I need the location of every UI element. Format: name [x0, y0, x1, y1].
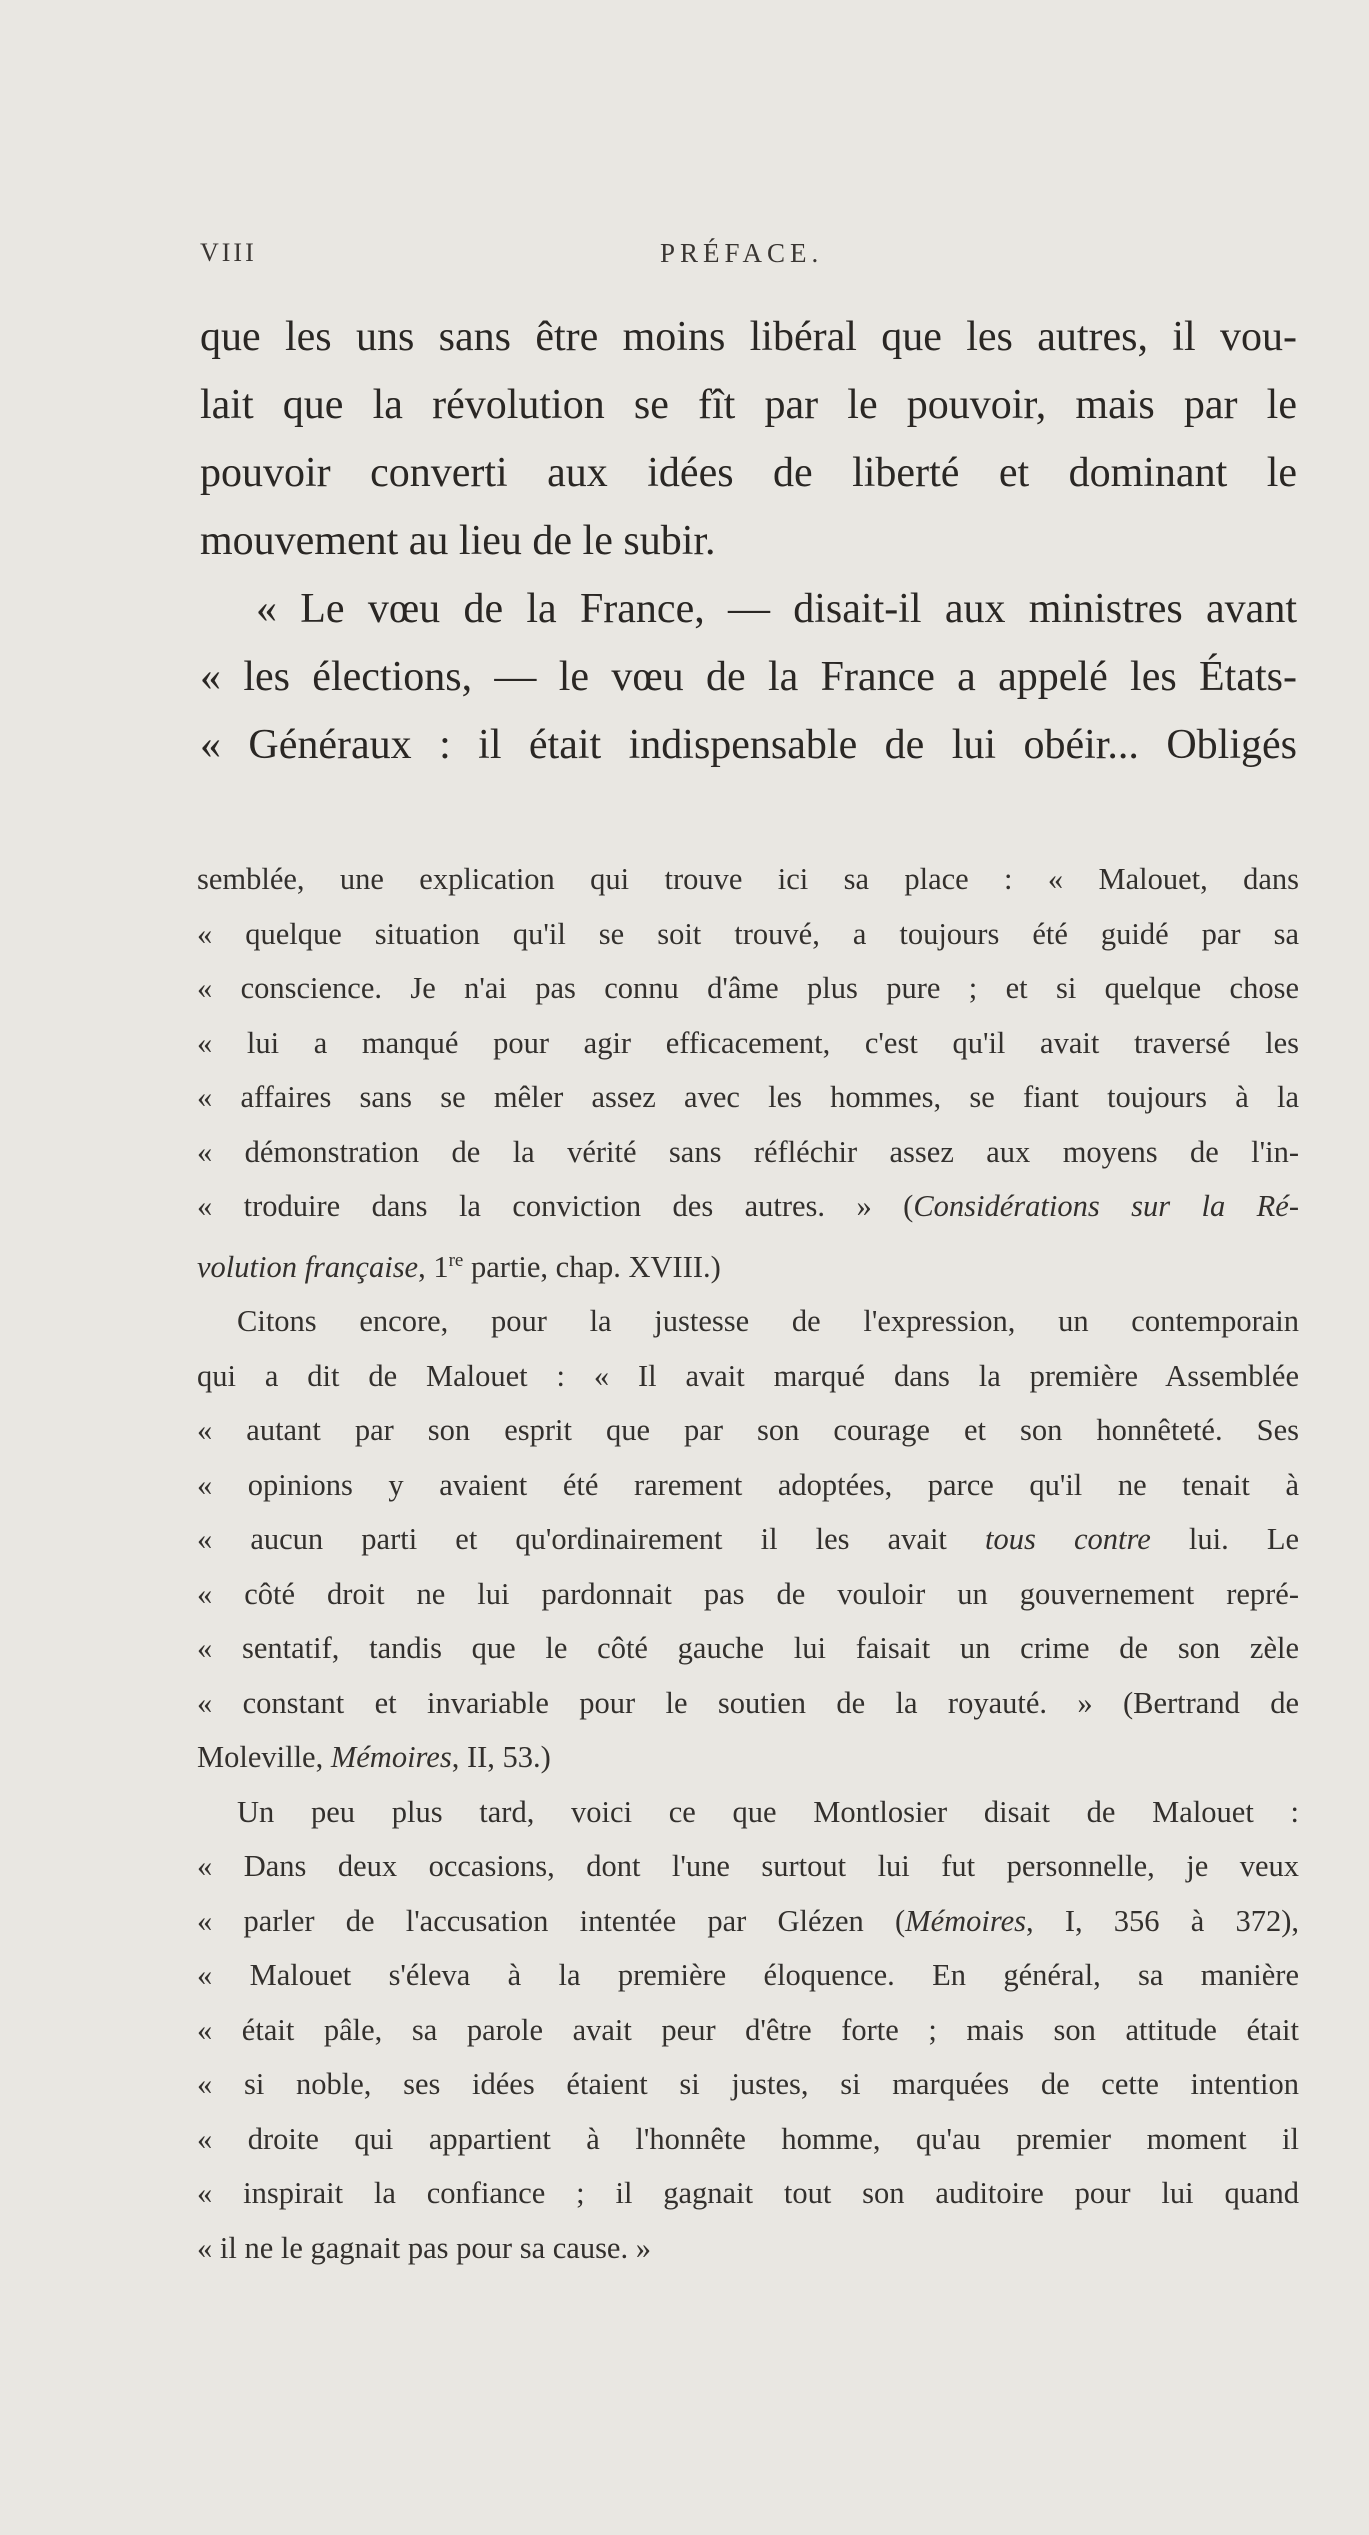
work-title: Considérations sur la Ré-: [913, 1189, 1300, 1223]
text-line: « sentatif, tandis que le côté gauche lui faisait un crime de son zèle: [197, 1631, 1299, 1666]
text-line: lait que la révolution se fît par le pouvoir, mais par le: [200, 382, 1297, 428]
text-line: « opinions y avaient été rarement adoptées, parce qu'il ne tenait à: [197, 1467, 1299, 1502]
text-line: « autant par son esprit que par son courage et son honnêteté. Ses: [197, 1413, 1299, 1448]
text-line: Un peu plus tard, voici ce que Montlosier disait de Malouet :: [237, 1794, 1299, 1829]
text-line: « conscience. Je n'ai pas connu d'âme plus pure ; et si quelque chose: [197, 971, 1299, 1005]
text-line: « Dans deux occasions, dont l'une surtout lui fut personnelle, je veux: [197, 1849, 1299, 1884]
footnote-paragraph-1: [197, 852, 1299, 1294]
main-paragraph-1: [200, 303, 1297, 575]
work-title: Mémoires: [905, 1903, 1026, 1938]
text-line: « Malouet s'éleva à la première éloquence. En général, sa manière: [197, 1958, 1299, 1993]
work-title: volution française: [197, 1249, 419, 1284]
text-line: « était pâle, sa parole avait peur d'être forte ; mais son attitude était: [197, 2012, 1299, 2047]
text-line: qui a dit de Malouet : « Il avait marqué dans la première Assemblée: [197, 1358, 1299, 1393]
text-segment: Moleville,: [197, 1740, 331, 1775]
text-segment: « troduire dans la conviction des autres. »: [197, 1189, 904, 1223]
text-segment: « aucun parti et qu'ordinairement il les avait: [197, 1522, 986, 1557]
text-line: [197, 1234, 1299, 1295]
page-number: VIII: [200, 238, 257, 267]
main-paragraph-2: [200, 575, 1297, 779]
text-line: « lui a manqué pour agir efficacement, c'est qu'il avait traversé les: [197, 1025, 1299, 1060]
text-line: « il ne le gagnait pas pour sa cause. »: [197, 2230, 651, 2265]
work-title: Mémoires: [330, 1740, 452, 1775]
text-line: [197, 1512, 1299, 1567]
text-segment: , II, 53.): [451, 1740, 551, 1775]
text-line: mouvement au lieu de le subir.: [200, 518, 716, 564]
text-segment: lui. Le: [1150, 1522, 1299, 1557]
text-line: Citons encore, pour la justesse de l'expression, un contemporain: [237, 1304, 1299, 1339]
superscript: re: [448, 1249, 464, 1271]
text-line: « inspirait la confiance ; il gagnait tout son auditoire pour lui quand: [197, 2176, 1299, 2211]
text-line: semblée, une explication qui trouve ici sa place : « Malouet, dans: [197, 862, 1299, 896]
text-line: « droite qui appartient à l'honnête homme, qu'au premier moment il: [197, 2121, 1299, 2156]
text-segment: partie, chap. XVIII.): [463, 1249, 721, 1284]
text-line: [197, 1894, 1299, 1949]
text-line: pouvoir converti aux idées de liberté et dominant le: [200, 450, 1297, 496]
text-line: « affaires sans se mêler assez avec les hommes, se fiant toujours à la: [197, 1080, 1299, 1114]
text-line: « quelque situation qu'il se soit trouvé, a toujours été guidé par sa: [197, 916, 1299, 951]
page-header: [200, 238, 1300, 278]
text-line: « Généraux : il était indispensable de lui obéir... Obligés: [200, 722, 1297, 768]
text-line: « constant et invariable pour le soutien de la royauté. » (Bertrand de: [197, 1685, 1299, 1720]
text-line: [197, 1730, 1299, 1785]
text-line: « troduire dans la conviction des autres. » (Considérations sur la Ré-: [197, 1189, 1300, 1223]
text-line: « les élections, — le vœu de la France a appelé les États-: [200, 654, 1297, 700]
text-line: que les uns sans être moins libéral que les autres, il vou-: [200, 314, 1297, 360]
text-segment: , I, 356 à 372),: [1026, 1903, 1299, 1938]
text-segment: , 1: [418, 1249, 449, 1284]
emphasis: tous contre: [985, 1522, 1151, 1557]
text-line: « si noble, ses idées étaient si justes, si marquées de cette intention: [197, 2067, 1299, 2102]
running-title: PRÉFACE.: [660, 238, 824, 268]
footnote-paragraph-3: [197, 1785, 1299, 2276]
footnote: [197, 852, 1299, 2275]
footnote-paragraph-2: [197, 1294, 1299, 1785]
text-line: « côté droit ne lui pardonnait pas de vouloir un gouvernement repré-: [197, 1576, 1299, 1611]
text-line: « démonstration de la vérité sans réfléchir assez aux moyens de l'in-: [197, 1134, 1299, 1169]
main-text: [200, 303, 1297, 779]
text-segment: « parler de l'accusation intentée par Glézen (: [197, 1903, 906, 1938]
text-line: « Le vœu de la France, — disait-il aux ministres avant: [256, 586, 1297, 632]
